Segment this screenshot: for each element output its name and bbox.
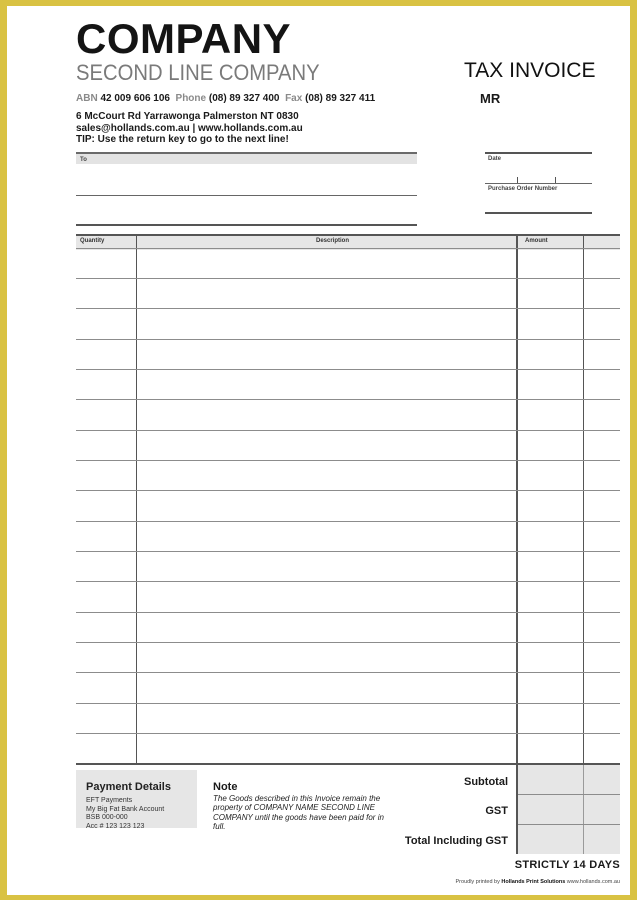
total-label: Total Including GST [404,835,508,847]
date-top-line [485,152,592,154]
phone-label: Phone [175,93,207,104]
totals-line-2 [516,824,620,825]
to-label: To [80,157,87,163]
payment-line: My Big Fat Bank Account [86,805,165,813]
po-field-line[interactable] [485,212,592,214]
to-line-2[interactable] [76,195,417,196]
note-title: Note [213,781,238,793]
table-row[interactable] [76,339,620,340]
address-line: 6 McCourt Rd Yarrawonga Palmerston NT 0830 [76,111,299,122]
quantity-header: Quantity [80,238,105,244]
payment-details-title: Payment Details [86,781,171,793]
to-line-3[interactable] [76,224,417,226]
footer-credit [456,879,620,885]
second-line-company: SECOND LINE COMPANY [76,60,320,85]
subtotal-label: Subtotal [464,776,508,788]
fax-label: Fax [285,93,303,104]
table-row[interactable] [76,733,620,734]
fax-value: (08) 89 327 411 [305,93,376,104]
table-row[interactable] [76,430,620,431]
date-tick-2 [555,177,556,183]
payment-line: BSB 000-000 [86,814,128,821]
gst-label: GST [485,805,508,817]
abn-label: ABN [76,93,98,104]
po-label: Purchase Order Number [488,186,558,192]
table-row[interactable] [76,521,620,522]
totals-line-1 [516,794,620,795]
payment-line: EFT Payments [86,797,133,804]
totals-divider [583,765,584,854]
date-label: Date [488,156,502,162]
subtotal-box[interactable] [516,765,620,794]
table-row[interactable] [76,490,620,491]
company-name: COMPANY [76,15,292,62]
col-divider-2 [516,236,518,764]
table-row[interactable] [76,703,620,704]
table-row[interactable] [76,369,620,370]
address-block [76,111,303,146]
table-row[interactable] [76,278,620,279]
payment-line: Acc # 123 123 123 [86,822,145,830]
tip-line: TIP: Use the return key to go to the next line! [76,134,289,145]
col-divider-1 [136,236,137,764]
invoice-page [7,6,630,895]
date-tick-1 [517,177,518,183]
table-row[interactable] [76,460,620,461]
table-row[interactable] [76,248,620,249]
to-field-bar[interactable] [76,152,417,164]
totals-left-border [516,765,518,854]
payment-lines [86,797,164,831]
table-row[interactable] [76,672,620,673]
abn-value: 42 009 606 106 [100,93,170,104]
col-divider-3 [583,236,584,764]
gst-box[interactable] [516,795,620,824]
footer-company: Hollands Print Solutions [501,879,566,885]
date-field-line[interactable] [485,183,592,184]
mr-label: MR [480,91,501,106]
description-header: Description [316,238,350,244]
document-title: TAX INVOICE [464,59,596,82]
total-box[interactable] [516,825,620,854]
phone-value: (08) 89 327 400 [208,93,280,104]
table-row[interactable] [76,308,620,309]
payment-details-box [76,770,197,828]
table-row[interactable] [76,642,620,643]
payment-terms: STRICTLY 14 DAYS [514,859,620,871]
note-body: The Goods described in this Invoice remain the property of COMPANY NAME SECOND LINE COMPANY until the goods have been paid for in full. [213,794,384,832]
abn-phone-fax-row [76,92,375,105]
footer-prefix: Proudly printed by [455,879,500,885]
table-row[interactable] [76,612,620,613]
footer-url: www.hollands.com.au [566,879,620,885]
table-row[interactable] [76,581,620,582]
table-row[interactable] [76,551,620,552]
amount-header: Amount [525,238,548,244]
table-row[interactable] [76,399,620,400]
contact-line: sales@hollands.com.au | www.hollands.com.au [76,122,303,134]
